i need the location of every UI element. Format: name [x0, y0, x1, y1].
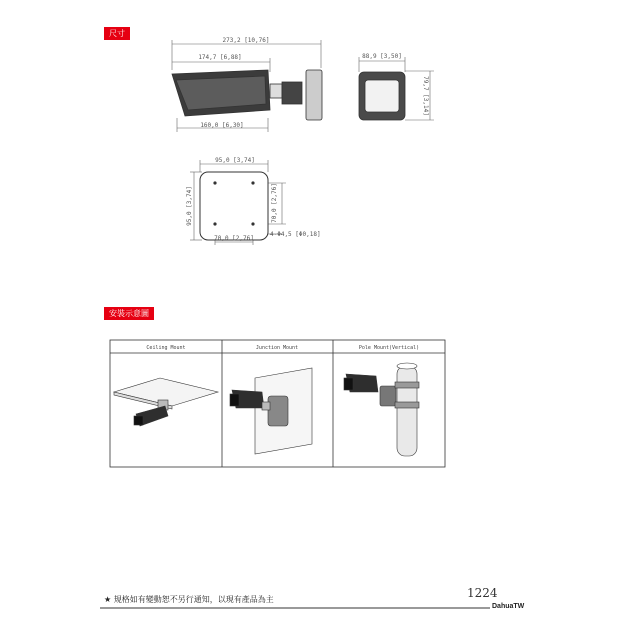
front-height-label: 79,7 [3,14] [422, 76, 429, 116]
installation-section-header: 安裝示意圖 [104, 307, 154, 320]
front-width-label: 88,9 [3,50] [362, 53, 402, 60]
plate-height-label: 95,0 [3,74] [186, 186, 193, 226]
total-length-label: 273,2 [10,76] [222, 37, 270, 44]
mount-title-junction: Junction Mount [255, 345, 299, 351]
hole-spacing-h-label: 70,0 [2,76] [214, 235, 254, 242]
ceiling-mount-illustration [114, 378, 218, 426]
camera-front-view [359, 72, 405, 120]
base-length-label: 160,0 [6,30] [200, 122, 244, 129]
dimension-drawing [0, 0, 620, 260]
camera-side-view [172, 70, 322, 120]
mount-plate [200, 172, 268, 240]
brand-label: DahuaTW [492, 603, 525, 610]
hole-spec-label: 4-Φ4,5 [Φ0,18] [270, 231, 321, 238]
mount-title-ceiling: Ceiling Mount [146, 345, 186, 351]
footer-note: ★ 規格如有變動恕不另行通知，以現有產品為主 [104, 595, 274, 604]
pole-mount-illustration [344, 363, 419, 456]
hole-spacing-v-label: 70,0 [2,76] [271, 183, 278, 223]
dimensions-section-header: 尺寸 [104, 27, 130, 40]
junction-mount-illustration [230, 368, 312, 454]
plate-width-label: 95,0 [3,74] [215, 157, 255, 164]
page-number: 1224 [467, 586, 498, 600]
footer-divider [100, 607, 490, 609]
mount-title-pole: Pole Mount(Vertical) [358, 345, 420, 351]
body-length-label: 174,7 [6,88] [198, 54, 242, 61]
installation-diagram [0, 330, 620, 490]
